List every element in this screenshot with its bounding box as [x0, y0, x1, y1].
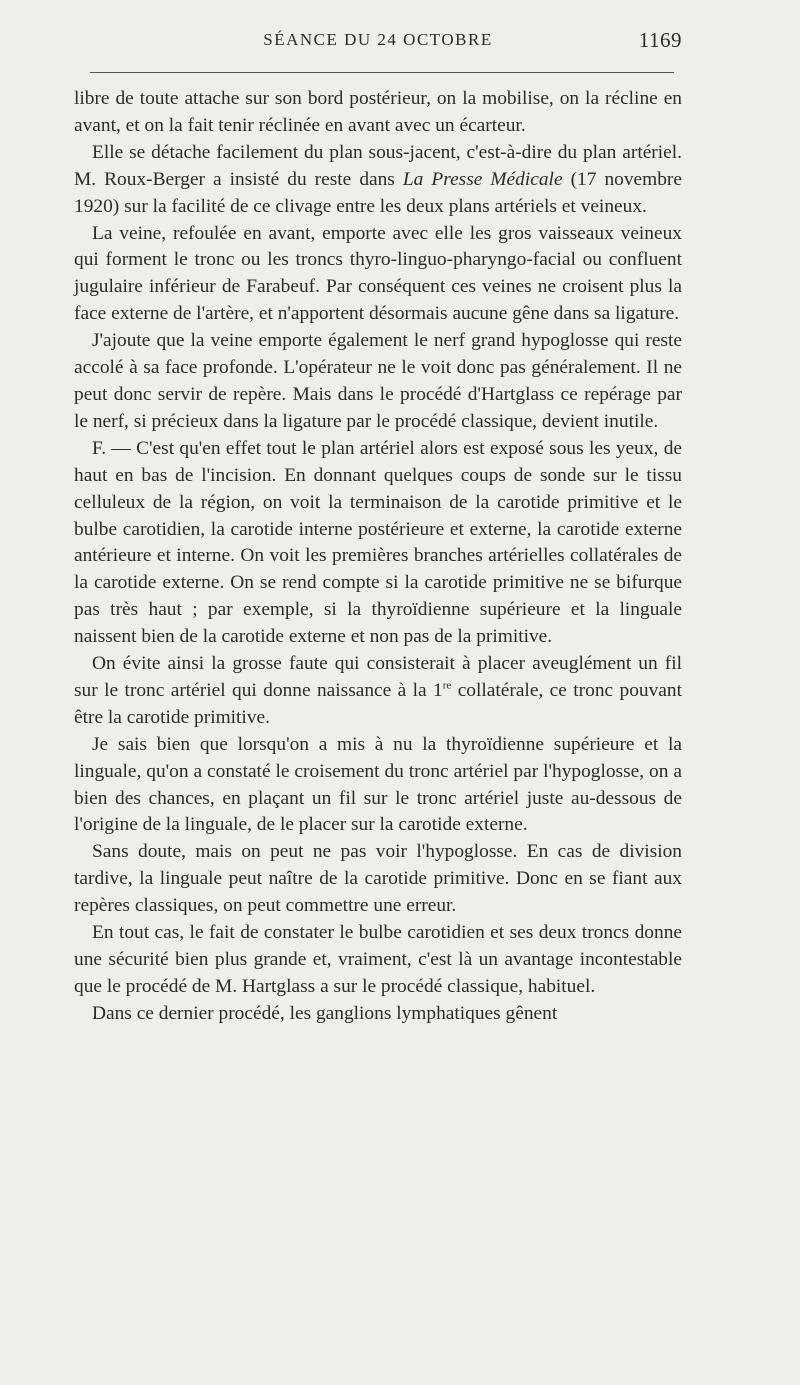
paragraph-plan-arteriel: F. — C'est qu'en effet tout le plan artériel alors est exposé sous les yeux, de haut en bas de l'incision. En donnant quelques coups de sonde sur le tissu celluleux de la région, on voit la terminaison de la carotide primitive et le bulbe carotidien, la carotide interne postérieure et externe, la carotide externe antérieure et interne. On voit les premières branches artérielles collatérales de la carotide externe. On se rend compte si la carotide primitive ne se bifurque pas très haut ; par exemple, si la thyroïdienne supérieure et la linguale naissent bien de la carotide externe et non pas de la primitive. — [74, 437, 682, 648]
paragraph-text: Elle se détache facilement du plan sous-jacent, c'est-à-dire du plan artériel. M. Roux-Berger a insisté du reste dans — [74, 141, 682, 190]
header-rule — [90, 72, 674, 73]
paragraph-hypoglosse: J'ajoute que la veine emporte également le nerf grand hypoglosse qui reste accolé à sa face profonde. L'opérateur ne le voit donc pas généralement. Il ne peut donc servir de repère. Mais dans le procédé d'Hartglass ce repérage par le nerf, si précieux dans la ligature par le procédé classique, devient inutile. — [74, 330, 682, 432]
paragraph-en-tout-cas: En tout cas, le fait de constater le bulbe carotidien et ses deux troncs donne une sécurité bien plus grande et, vraiment, c'est là un avantage incontestable que le procédé de M. Hartglass a sur le procédé classique, habituel. — [74, 922, 682, 997]
paragraph-continuation: libre de toute attache sur son bord postérieur, on la mobilise, on la récline en avant, et on la fait tenir réclinée en avant avec un écarteur. — [74, 88, 682, 136]
journal-citation: La Presse Médicale — [402, 168, 563, 190]
paragraph-text: collatérale, ce tronc pouvant être la carotide primitive. — [74, 679, 682, 728]
paragraph-je-sais-bien: Je sais bien que lorsqu'on a mis à nu la thyroïdienne supérieure et la linguale, qu'on a constaté le croisement du tronc artériel par l'hypoglosse, on a bien des chances, en plaçant un fil sur le tronc artériel juste au-dessous de l'origine de la linguale, de le placer sur la carotide externe. — [74, 733, 682, 836]
paragraph-grosse-faute — [74, 651, 682, 732]
paragraph-text: On évite ainsi la grosse faute qui consisterait à placer aveuglément un fil sur le tronc artériel qui donne naissance à la 1 — [74, 653, 682, 701]
paragraph-roux-berger — [74, 140, 682, 221]
ordinal-superscript: re — [442, 679, 452, 692]
paragraph-veine: La veine, refoulée en avant, emporte avec elle les gros vaisseaux veineux qui forment le tronc ou les troncs thyro-linguo-pharyngo-facial ou confluent jugulaire inférieur de Farabeuf. Par conséquent ces veines ne croisent plus la face externe de l'artère, et n'apportent désormais aucune gêne dans sa ligature. — [74, 222, 682, 325]
paragraph-sans-doute: Sans doute, mais on peut ne pas voir l'hypoglosse. En cas de division tardive, la linguale peut naître de la carotide primitive. Donc en se fiant aux repères classiques, on peut commettre une erreur. — [74, 841, 682, 917]
running-head — [74, 30, 682, 56]
body-text — [74, 86, 682, 1028]
paragraph-dernier-procede: Dans ce dernier procédé, les ganglions lymphatiques gênent — [92, 1002, 558, 1024]
running-title: SÉANCE DU 24 OCTOBRE — [263, 30, 493, 49]
page-number: 1169 — [638, 28, 682, 52]
paragraph-text: (17 novembre 1920) sur la facilité de ce clivage entre les deux plans artériels et veineux. — [74, 168, 682, 217]
